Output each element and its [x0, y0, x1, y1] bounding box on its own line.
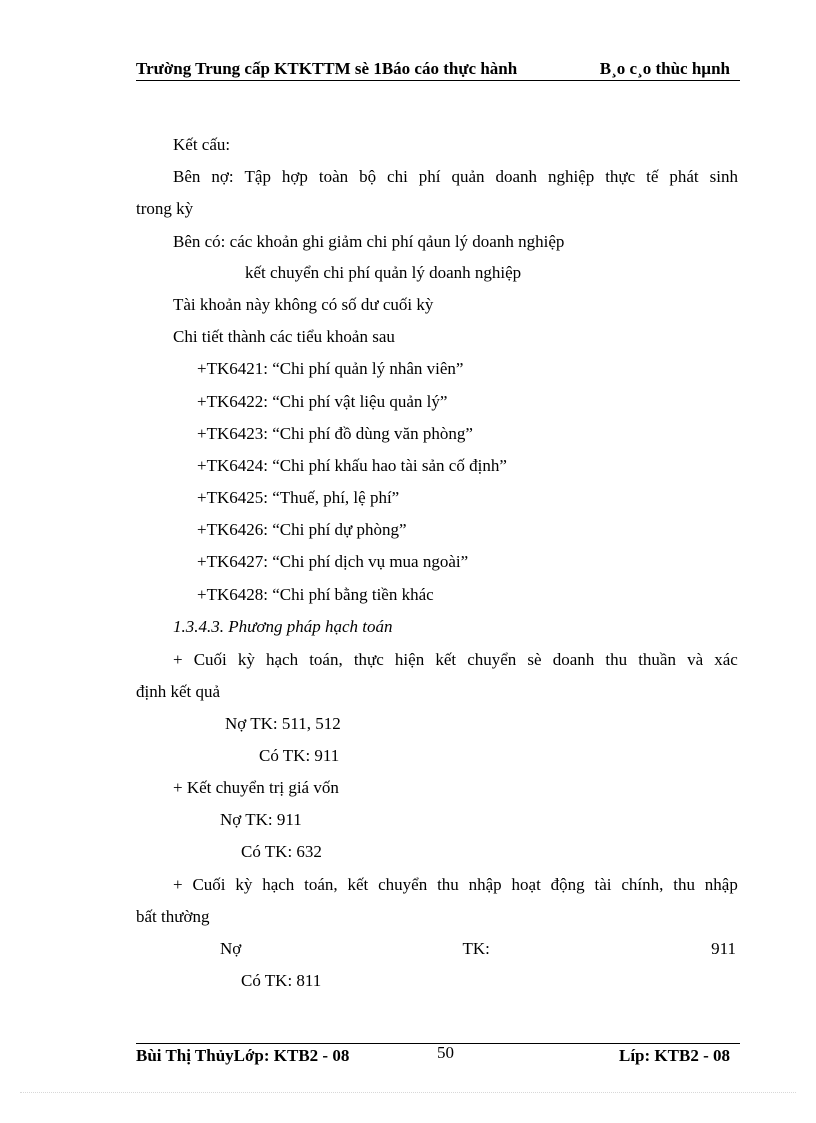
- word: hợp: [281, 167, 308, 186]
- word: thu: [605, 650, 628, 669]
- word: Bên: [173, 167, 201, 186]
- word: kết: [347, 875, 369, 894]
- subaccount-item: +TK6427: “Chi phí dịch vụ mua ngoài”: [197, 552, 469, 571]
- word: xác: [714, 650, 738, 669]
- word: hạch: [262, 875, 295, 894]
- word: thu: [673, 875, 695, 894]
- word: sinh: [709, 167, 738, 186]
- word: Cuối: [193, 650, 227, 669]
- para-no-balance: Tài khoản này không có số dư cuối kỳ: [173, 295, 434, 314]
- subaccount-item: +TK6421: “Chi phí quản lý nhân viên”: [197, 359, 464, 378]
- word: toán,: [309, 650, 343, 669]
- word: nghiệp: [547, 167, 595, 186]
- header-left: Trường Trung cấp KTKTTM sè 1Báo cáo thực hành: [136, 59, 518, 78]
- para-credit-side-2: kết chuyển chi phí quản lý doanh nghiệp: [245, 263, 522, 282]
- word: thực: [353, 650, 384, 669]
- word: sè: [527, 650, 542, 669]
- word: doanh: [552, 650, 595, 669]
- word: thuần: [638, 650, 676, 669]
- section-heading: 1.3.4.3. Phương pháp hạch toán: [173, 617, 393, 636]
- word: kết: [435, 650, 457, 669]
- para-subaccounts-intro: Chi tiết thành các tiểu khoản sau: [173, 327, 395, 346]
- para-debit-side-cont: trong kỳ: [136, 199, 194, 218]
- word: tài: [594, 875, 612, 894]
- footer-left: Bùi Thị ThủyLớp: KTB2 - 08: [136, 1046, 350, 1065]
- word: hoạt: [511, 875, 541, 894]
- para-transfer-revenue-cont: định kết quả: [136, 682, 221, 701]
- word: chuyển: [467, 650, 517, 669]
- entry-debit-spread: [220, 938, 736, 960]
- word: kỳ: [237, 650, 255, 669]
- subaccount-item: +TK6428: “Chi phí bằng tiền khác: [197, 585, 434, 604]
- word: thực: [605, 167, 636, 186]
- subaccount-item: +TK6426: “Chi phí dự phòng”: [197, 520, 407, 539]
- para-debit-side: [173, 166, 738, 188]
- para-credit-side: Bên có: các khoản ghi giảm chi phí qảun lý doanh nghiệp: [173, 232, 565, 251]
- word: +: [173, 650, 183, 669]
- page-header: [136, 58, 740, 81]
- subaccount-item: +TK6422: “Chi phí vật liệu quản lý”: [197, 392, 448, 411]
- word: động: [550, 875, 585, 894]
- word: Nợ: [220, 939, 242, 958]
- entry-debit: Nợ TK: 511, 512: [225, 714, 341, 733]
- word: doanh: [495, 167, 538, 186]
- word: nhập: [704, 875, 738, 894]
- word: chính,: [621, 875, 664, 894]
- para-transfer-revenue: [173, 649, 738, 671]
- word: và: [687, 650, 704, 669]
- subaccount-item: +TK6424: “Chi phí khấu hao tài sản cố định”: [197, 456, 507, 475]
- word: 911: [711, 939, 736, 958]
- entry-credit: Có TK: 811: [241, 971, 322, 990]
- word: Tập: [244, 167, 271, 186]
- word: chuyển: [378, 875, 428, 894]
- word: phí: [418, 167, 441, 186]
- word: tế: [646, 167, 659, 186]
- entry-credit: Có TK: 911: [259, 746, 340, 765]
- word: nhập: [468, 875, 502, 894]
- page-number: 50: [437, 1043, 454, 1062]
- word: toán,: [304, 875, 338, 894]
- entry-debit: Nợ TK: 911: [220, 810, 302, 829]
- word: bộ: [359, 167, 377, 186]
- word: +: [173, 875, 183, 894]
- para-structure: Kết cấu:: [173, 135, 231, 154]
- page-bottom-border: [20, 1092, 796, 1093]
- word: phát: [669, 167, 699, 186]
- header-right: B¸o c¸o thùc hµnh: [599, 59, 730, 78]
- para-financial-income: [173, 874, 738, 896]
- word: nợ:: [211, 167, 234, 186]
- para-financial-income-cont: bất thường: [136, 907, 210, 926]
- word: Cuối: [192, 875, 226, 894]
- word: kỳ: [235, 875, 253, 894]
- word: hiện: [394, 650, 425, 669]
- para-cost-transfer: + Kết chuyển trị giá vốn: [173, 778, 339, 797]
- word: chi: [387, 167, 408, 186]
- subaccount-item: +TK6425: “Thuế, phí, lệ phí”: [197, 488, 400, 507]
- word: toàn: [318, 167, 349, 186]
- subaccount-item: +TK6423: “Chi phí đồ dùng văn phòng”: [197, 424, 473, 443]
- word: TK:: [462, 939, 490, 958]
- word: hạch: [265, 650, 299, 669]
- word: quản: [451, 167, 485, 186]
- entry-credit: Có TK: 632: [241, 842, 322, 861]
- word: thu: [437, 875, 459, 894]
- footer-right: Líp: KTB2 - 08: [619, 1046, 730, 1065]
